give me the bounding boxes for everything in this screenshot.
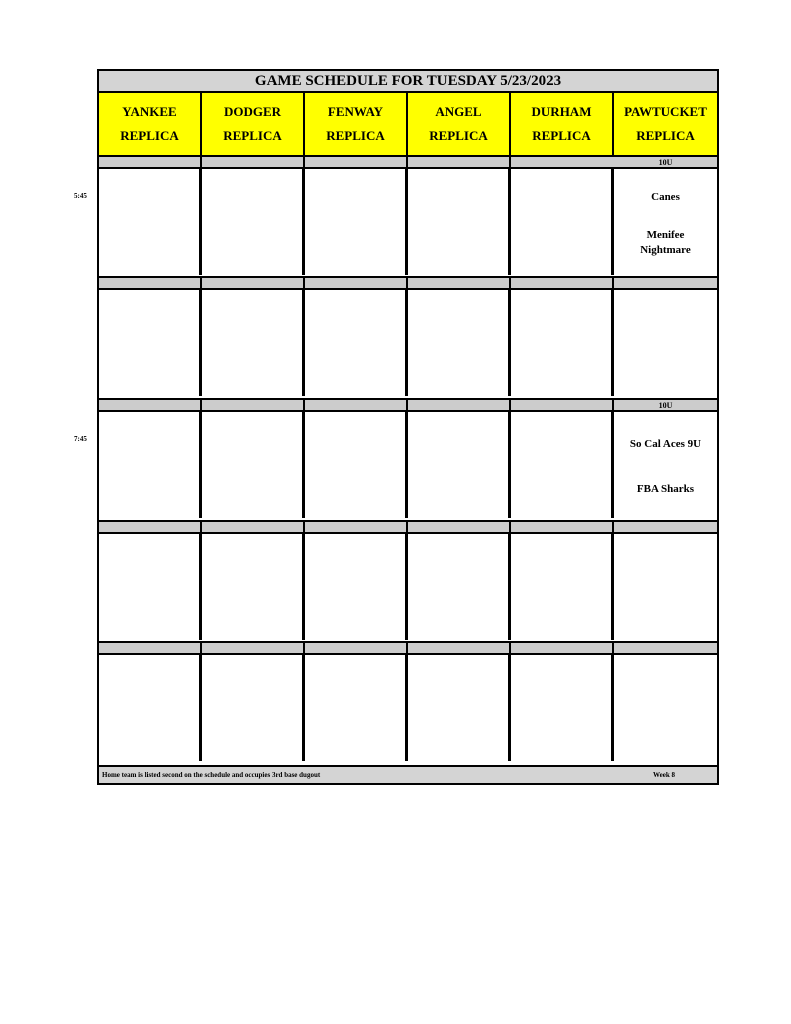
field-name: DODGER <box>223 104 282 120</box>
division-label <box>511 520 614 534</box>
game-cell <box>408 290 511 396</box>
division-label <box>305 641 408 655</box>
game-cell <box>202 169 305 275</box>
field-subtitle: REPLICA <box>429 127 488 143</box>
division-label <box>511 398 614 412</box>
game-cell <box>305 412 408 518</box>
division-label <box>99 155 202 169</box>
field-name: FENWAY <box>327 104 384 120</box>
division-label <box>99 398 202 412</box>
game-cell <box>614 290 717 396</box>
division-label <box>99 520 202 534</box>
division-label <box>511 155 614 169</box>
field-header-durham <box>511 93 614 155</box>
field-header-fenway <box>305 93 408 155</box>
game-cell <box>614 169 717 275</box>
game-cell <box>408 534 511 640</box>
game-cell <box>99 534 202 640</box>
division-label <box>202 276 305 290</box>
division-label <box>202 520 305 534</box>
field-name: PAWTUCKET <box>624 104 707 120</box>
game-cell <box>202 655 305 761</box>
game-cell <box>511 655 614 761</box>
game-cell <box>305 655 408 761</box>
game-cell <box>511 169 614 275</box>
footer-bar <box>99 765 717 783</box>
game-cell <box>511 534 614 640</box>
field-header-angel <box>408 93 511 155</box>
time-slot: 7:45 <box>74 435 87 443</box>
game-cell <box>305 290 408 396</box>
game-cell <box>202 412 305 518</box>
field-subtitle: REPLICA <box>636 127 695 143</box>
home-team: Menifee Nightmare <box>640 228 691 256</box>
division-label <box>614 641 717 655</box>
time-slot: 5:45 <box>74 192 87 200</box>
schedule-sheet <box>97 69 719 785</box>
division-label <box>202 641 305 655</box>
field-subtitle: REPLICA <box>326 127 385 143</box>
division-label <box>305 520 408 534</box>
division-label <box>305 155 408 169</box>
division-label: 10U <box>614 155 717 169</box>
away-team: So Cal Aces 9U <box>629 438 702 450</box>
field-header-dodger <box>202 93 305 155</box>
field-subtitle: REPLICA <box>223 127 282 143</box>
field-subtitle: REPLICA <box>120 127 179 143</box>
division-label <box>408 155 511 169</box>
game-cell <box>614 412 717 518</box>
week-label: Week 8 <box>653 771 675 779</box>
division-label <box>408 520 511 534</box>
game-cell <box>511 412 614 518</box>
field-name: YANKEE <box>122 104 177 120</box>
game-cell <box>202 534 305 640</box>
away-team: Canes <box>651 191 680 204</box>
game-cell <box>99 290 202 396</box>
game-cell <box>305 534 408 640</box>
footer-note: Home team is listed second on the schedule and occupies 3rd base dugout <box>102 771 321 779</box>
game-cell <box>614 534 717 640</box>
game-cell <box>305 169 408 275</box>
game-cell <box>99 412 202 518</box>
game-cell <box>408 655 511 761</box>
field-name: DURHAM <box>531 104 592 120</box>
division-label <box>614 520 717 534</box>
division-label <box>305 398 408 412</box>
game-cell <box>614 655 717 761</box>
field-subtitle: REPLICA <box>532 127 591 143</box>
field-header-pawtucket <box>614 93 717 155</box>
game-cell <box>408 169 511 275</box>
division-label <box>511 276 614 290</box>
division-label <box>408 641 511 655</box>
division-label <box>202 398 305 412</box>
division-label <box>511 641 614 655</box>
game-cell <box>408 412 511 518</box>
game-cell <box>99 655 202 761</box>
game-cell <box>202 290 305 396</box>
division-label <box>408 276 511 290</box>
game-cell <box>99 169 202 275</box>
schedule-title: GAME SCHEDULE FOR TUESDAY 5/23/2023 <box>99 71 717 93</box>
field-header-yankee <box>99 93 202 155</box>
home-team: FBA Sharks <box>636 483 695 495</box>
field-name: ANGEL <box>435 104 482 120</box>
division-label <box>408 398 511 412</box>
game-cell <box>511 290 614 396</box>
division-label <box>202 155 305 169</box>
division-label <box>614 276 717 290</box>
division-label <box>99 641 202 655</box>
division-label <box>99 276 202 290</box>
division-label: 10U <box>614 398 717 412</box>
division-label <box>305 276 408 290</box>
